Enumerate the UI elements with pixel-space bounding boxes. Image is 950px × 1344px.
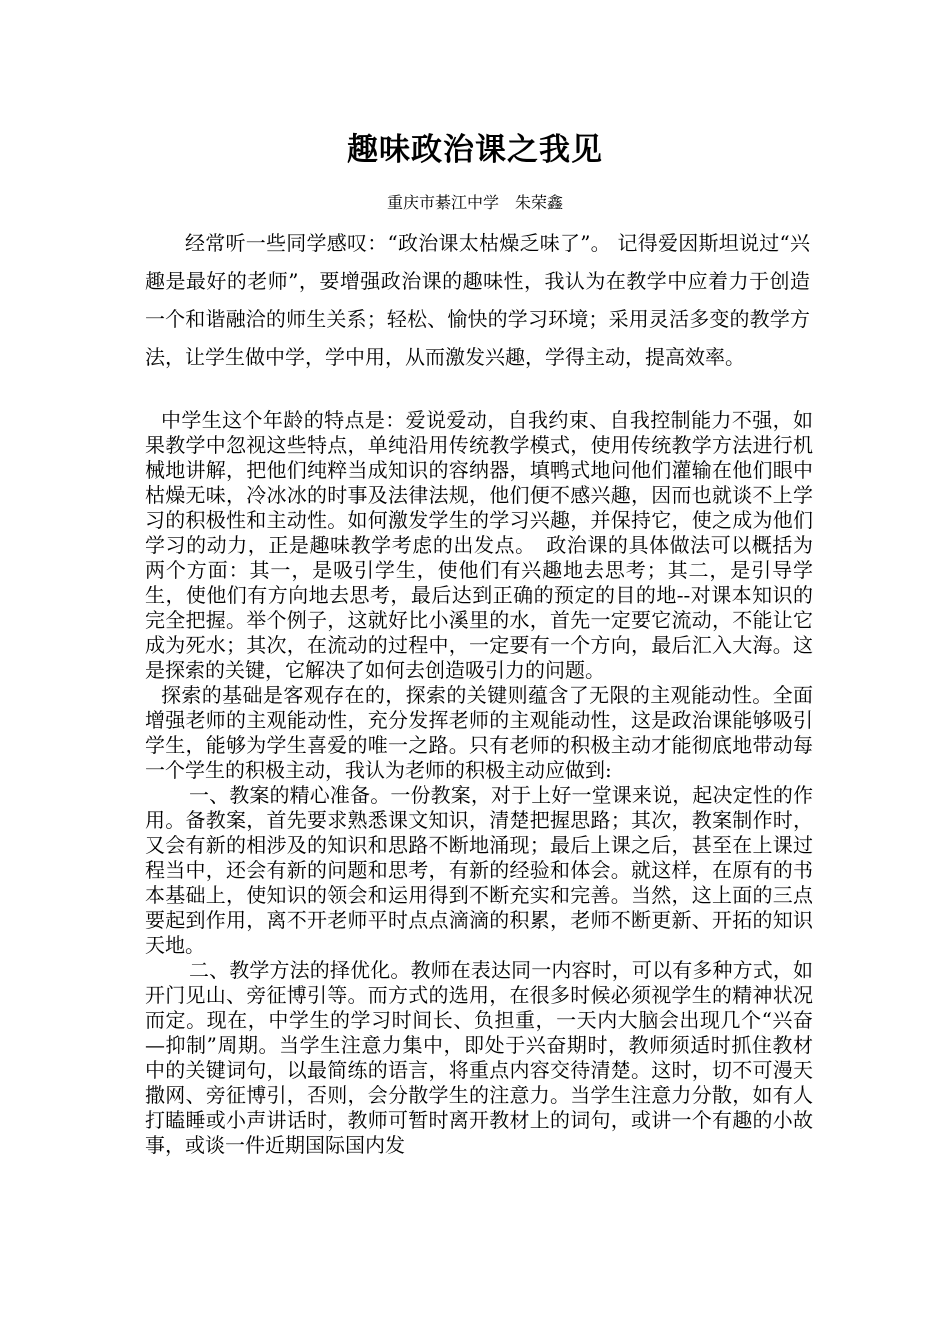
- author-byline: 重庆市綦江中学 朱荣鑫: [386, 193, 563, 212]
- body-paragraph-2: 探索的基础是客观存在的，探索的关键则蕴含了无限的主观能动性。全面增强老师的主观能动性，充分发挥老师的主观能动性，这是政治课能够吸引学生，能够为学生喜爱的唯一之路。只有老师的积极主动才能彻底地带动每一个学生的积极主动，我认为老师的积极主动应做到:: [145, 683, 813, 782]
- document-title: 趣味政治课之我见: [347, 132, 603, 168]
- body-text: [145, 408, 813, 1158]
- intro-paragraph: 经常听一些同学感叹：“政治课太枯燥乏味了”。 记得爱因斯坦说过“兴趣是最好的老师”，要增强政治课的趣味性，我认为在教学中应着力于创造一个和谐融洽的师生关系；轻松、愉快的学习环境；采用灵活多变的教学方法，让学生做中学，学中用，从而激发兴趣，学得主动，提高效率。: [145, 231, 810, 369]
- body-paragraph-3: 一、教案的精心准备。一份教案，对于上好一堂课来说，起决定性的作用。备教案，首先要求熟悉课文知识，清楚把握思路；其次，教案制作时，又会有新的相涉及的知识和思路不断地涌现；最后上课之后，甚至在上课过程当中，还会有新的问题和思考，有新的经验和体会。就这样，在原有的书本基础上，使知识的领会和运用得到不断充实和完善。当然，这上面的三点要起到作用，离不开老师平时点点滴滴的积累，老师不断更新、开拓的知识天地。: [145, 783, 813, 957]
- body-paragraph-1: 中学生这个年龄的特点是：爱说爱动，自我约束、自我控制能力不强，如果教学中忽视这些特点，单纯沿用传统教学模式，使用传统教学方法进行机械地讲解，把他们纯粹当成知识的容纳器，填鸭式地问他们灌输在他们眼中枯燥无味，冷冰冰的时事及法律法规，他们便不感兴趣，因而也就谈不上学习的积极性和主动性。如何激发学生的学习兴趣，并保持它，使之成为他们学习的动力，正是趣味教学考虑的出发点。 政治课的具体做法可以概括为两个方面：其一，是吸引学生，使他们有兴趣地去思考；其二，是引导学生，使他们有方向地去思考，最后达到正确的预定的目的地--对课本知识的完全把握。举个例子，这就好比小溪里的水，首先一定要它流动，不能让它成为死水；其次，在流动的过程中，一定要有一个方向，最后汇入大海。这是探索的关键，它解决了如何去创造吸引力的问题。: [145, 408, 813, 682]
- body-paragraph-4: 二、教学方法的择优化。教师在表达同一内容时，可以有多种方式，如开门见山、旁征博引等。而方式的选用，在很多时候必须视学生的精神状况而定。现在，中学生的学习时间长、负担重，一天内大脑会出现几个“兴奋—抑制”周期。当学生注意力集中，即处于兴奋期时，教师须适时抓住教材中的关键词句，以最简练的语言，将重点内容交待清楚。这时，切不可漫天撒网、旁征博引，否则，会分散学生的注意力。当学生注意力分散，如有人打瞌睡或小声讲话时，教师可暂时离开教材上的词句，或讲一个有趣的小故事，或谈一件近期国际国内发: [145, 958, 813, 1157]
